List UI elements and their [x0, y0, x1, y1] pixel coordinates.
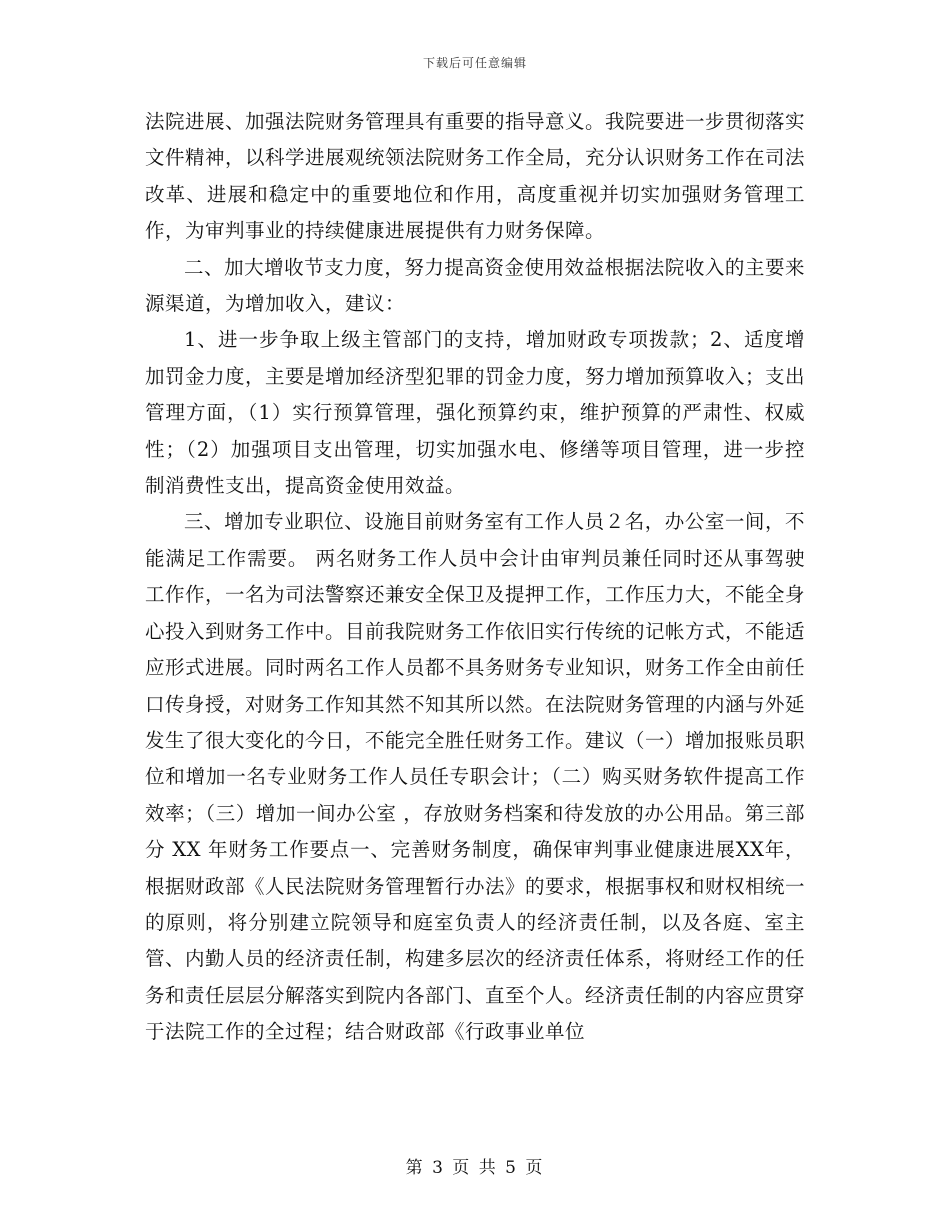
paragraph-continuation: 法院进展、加强法院财务管理具有重要的指导意义。我院要进一步贯彻落实文件精神，以科学进展观统领法院财务工作全局，充分认识财务工作在司法改革、进展和稳定中的重要地位和作用，高度重视并切实加强财务管理工作，为审判事业的持续健康进展提供有力财务保障。 [145, 110, 806, 243]
page-number-footer: 第 3 页 共 5 页 [405, 1158, 545, 1178]
paragraph-suggestions: 1、进一步争取上级主管部门的支持，增加财政专项拨款；2、适度增加罚金力度，主要是增加经济型犯罪的罚金力度，努力增加预算收入；支出管理方面，（1）实行预算管理，强化预算约束，维护预算的严肃性、权威性；（2）加强项目支出管理，切实加强水电、修缮等项目管理，进一步控制消费性支出，提高资金使用效益。 [145, 328, 806, 498]
document-body [145, 104, 805, 1051]
header-note: 下载后可任意编辑 [422, 56, 527, 70]
paragraph-section-three: 三、增加专业职位、设施目前财务室有工作人员２名，办公室一间，不能满足工作需要。 两名财务工作人员中会计由审判员兼任同时还从事驾驶工作作，一名为司法警察还兼安全保卫及提押工作，工作压力大，不能全身心投入到财务工作中。目前我院财务工作依旧实行传统的记帐方式，不能适应形式进展。同时两名工作人员都不具务财务专业知识，财务工作全由前任口传身授，对财务工作知其然不知其所以然。在法院财务管理的内涵与外延发生了很大变化的今日，不能完全胜任财务工作。建议（一）增加报账员职位和增加一名专业财务工作人员任专职会计；（二）购买财务软件提高工作效率；（三）增加一间办公室 ，存放财务档案和待发放的办公用品。第三部分 XX 年财务工作要点一、完善财务制度，确保审判事业健康进展XX年，根据财政部《人民法院财务管理暂行办法》的要求，根据事权和财权相统一的原则，将分别建立院领导和庭室负责人的经济责任制，以及各庭、室主管、内勤人员的经济责任制，构建多层次的经济责任体系，将财经工作的任务和责任层层分解落实到院内各部门、直至个人。经济责任制的内容应贯穿于法院工作的全过程；结合财政部《行政事业单位 [145, 510, 806, 1044]
paragraph-section-two: 二、加大增收节支力度，努力提高资金使用效益根据法院收入的主要来源渠道，为增加收入，建议： [145, 255, 805, 316]
